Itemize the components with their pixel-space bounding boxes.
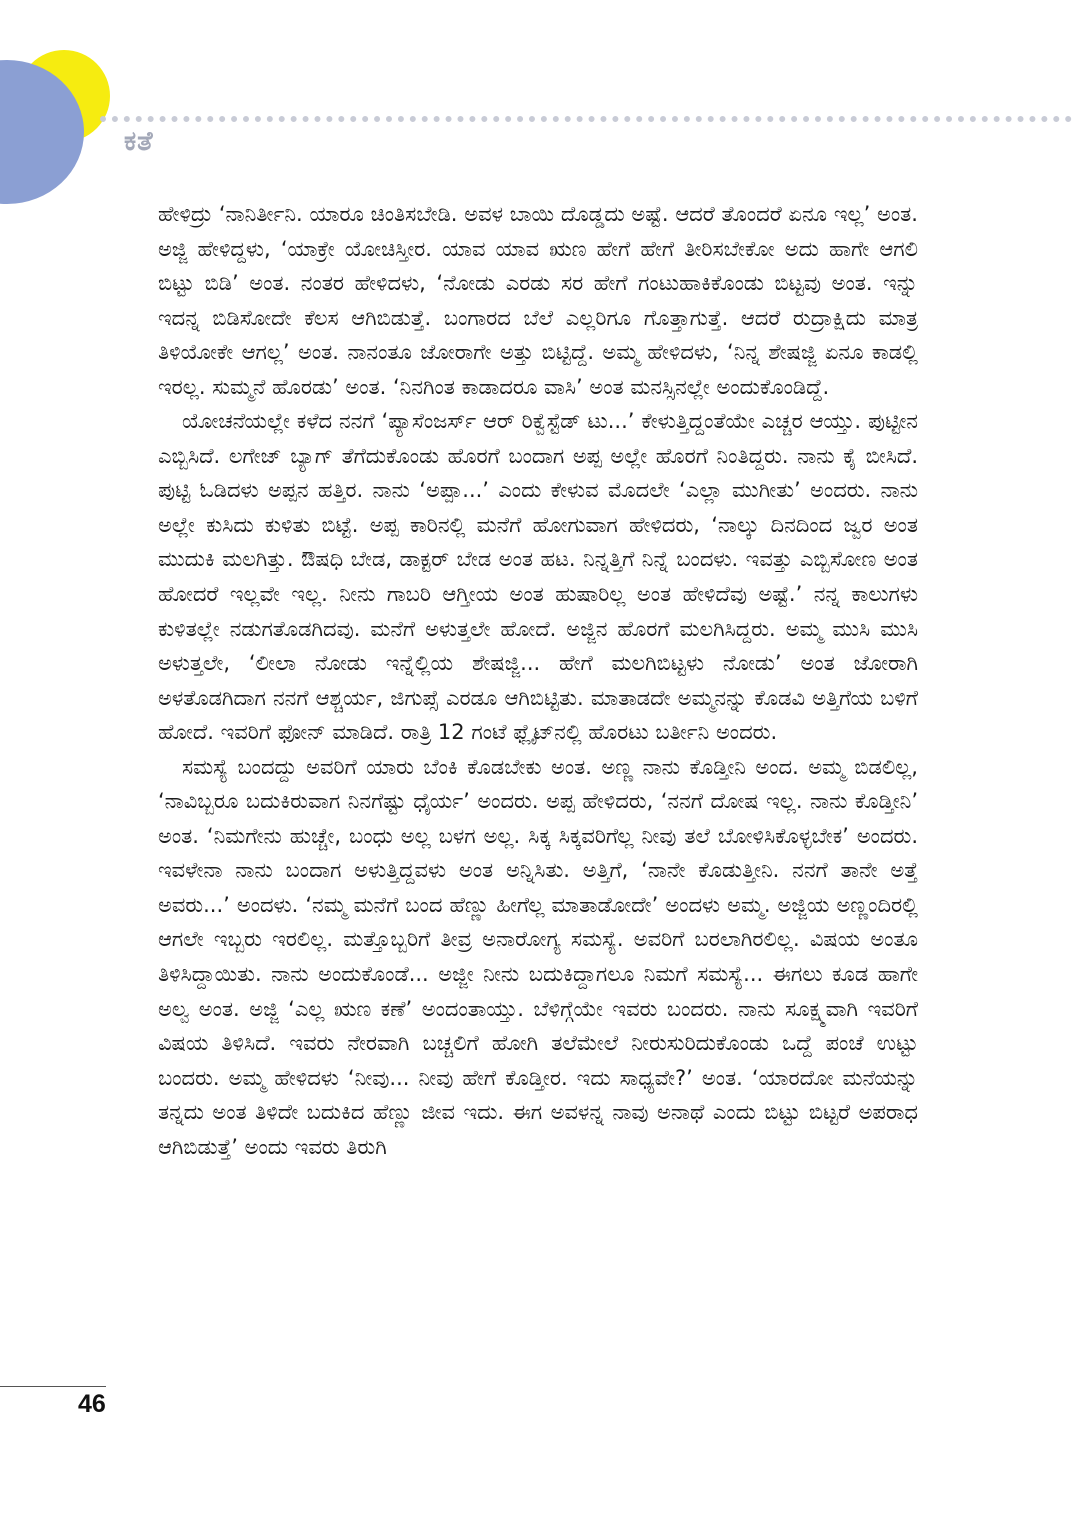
story-paragraph-2: ಯೋಚನೆಯಲ್ಲೇ ಕಳೆದ ನನಗೆ ‘ಪ್ಯಾಸೆಂಜರ್ಸ್ ಆರ್ ರಿಕ್ವೆಸ್ಟೆಡ್ ಟು...’ ಕೇಳುತ್ತಿದ್ದಂತೆಯೇ ಎಚ್ಚರ ಆಯ್ತು. ಪುಟ್ಟೀನ ಎಬ್ಬಿಸಿದೆ. ಲಗೇಜ್ ಬ್ಯಾಗ್ ತೆಗೆದುಕೊಂಡು ಹೊರಗೆ ಬಂದಾಗ ಅಪ್ಪ ಅಲ್ಲೇ ಹೊರಗೆ ನಿಂತಿದ್ದರು. ನಾನು ಕೈ ಬೀಸಿದೆ. ಪುಟ್ಟಿ ಓಡಿದಳು ಅಪ್ಪನ ಹತ್ತಿರ. ನಾನು ‘ಅಪ್ಪಾ...’ ಎಂದು ಕೇಳುವ ಮೊದಲೇ ‘ಎಲ್ಲಾ ಮುಗೀತು’ ಅಂದರು. ನಾನು ಅಲ್ಲೇ ಕುಸಿದು ಕುಳಿತು ಬಿಟ್ಟೆ. ಅಪ್ಪ ಕಾರಿನಲ್ಲಿ ಮನೆಗೆ ಹೋಗುವಾಗ ಹೇಳಿದರು, ‘ನಾಲ್ಕು ದಿನದಿಂದ ಜ್ವರ ಅಂತ ಮುದುಕಿ ಮಲಗಿತ್ತು. ಔಷಧಿ ಬೇಡ, ಡಾಕ್ಟರ್ ಬೇಡ ಅಂತ ಹಟ. ನಿನ್ನತ್ತಿಗೆ ನಿನ್ನೆ ಬಂದಳು. ಇವತ್ತು ಎಬ್ಬಿಸೋಣ ಅಂತ ಹೋದರೆ ಇಲ್ಲವೇ ಇಲ್ಲ. ನೀನು ಗಾಬರಿ ಆಗ್ತೀಯ ಅಂತ ಹುಷಾರಿಲ್ಲ ಅಂತ ಹೇಳಿದೆವು ಅಷ್ಟೆ.’ ನನ್ನ ಕಾಲುಗಳು ಕುಳಿತಲ್ಲೇ ನಡುಗತೊಡಗಿದವು. ಮನೆಗೆ ಅಳುತ್ತಲೇ ಹೋದೆ. ಅಜ್ಜಿನ ಹೊರಗೆ ಮಲಗಿಸಿದ್ದರು. ಅಮ್ಮ ಮುಸಿ ಮುಸಿ ಅಳುತ್ತಲೇ, ‘ಲೀಲಾ ನೋಡು ಇನ್ನೆಲ್ಲಿಯ ಶೇಷಜ್ಜಿ... ಹೇಗೆ ಮಲಗಿಬಿಟ್ಟಳು ನೋಡು’ ಅಂತ ಜೋರಾಗಿ ಅಳತೊಡಗಿದಾಗ ನನಗೆ ಆಶ್ಚರ್ಯ, ಜಿಗುಪ್ಸೆ ಎರಡೂ ಆಗಿಬಿಟ್ಟಿತು. ಮಾತಾಡದೇ ಅಮ್ಮನನ್ನು ಕೊಡವಿ ಅತ್ತಿಗೆಯ ಬಳಿಗೆ ಹೋದೆ. ಇವರಿಗೆ ಫೋನ್ ಮಾಡಿದೆ. ರಾತ್ರಿ 12 ಗಂಟೆ ಫ್ಲೈಟ್‌ನಲ್ಲಿ ಹೊರಟು ಬರ್ತೀನಿ ಅಂದರು. bbox=[158, 409, 918, 745]
section-label: ಕತೆ bbox=[124, 126, 154, 157]
dotted-header-rule bbox=[100, 116, 1072, 122]
footer-rule bbox=[0, 1386, 106, 1387]
page-number: 46 bbox=[78, 1390, 106, 1418]
story-paragraph-3: ಸಮಸ್ಯೆ ಬಂದದ್ದು ಅವರಿಗೆ ಯಾರು ಬೆಂಕಿ ಕೊಡಬೇಕು ಅಂತ. ಅಣ್ಣ ನಾನು ಕೊಡ್ತೀನಿ ಅಂದ. ಅಮ್ಮ ಬಿಡಲಿಲ್ಲ, ‘ನಾವಿಬ್ಬರೂ ಬದುಕಿರುವಾಗ ನಿನಗೆಷ್ಟು ಧೈರ್ಯ’ ಅಂದರು. ಅಪ್ಪ ಹೇಳಿದರು, ‘ನನಗೆ ದೋಷ ಇಲ್ಲ. ನಾನು ಕೊಡ್ತೀನಿ’ ಅಂತ. ‘ನಿಮಗೇನು ಹುಚ್ಚೇ, ಬಂಧು ಅಲ್ಲ ಬಳಗ ಅಲ್ಲ. ಸಿಕ್ಕ ಸಿಕ್ಕವರಿಗೆಲ್ಲ ನೀವು ತಲೆ ಬೋಳಿಸಿಕೊಳ್ಳಬೇಕ’ ಅಂದರು. ಇವಳೇನಾ ನಾನು ಬಂದಾಗ ಅಳುತ್ತಿದ್ದವಳು ಅಂತ ಅನ್ನಿಸಿತು. ಅತ್ತಿಗೆ, ‘ನಾನೇ ಕೊಡುತ್ತೀನಿ. ನನಗೆ ತಾನೇ ಅತ್ತೆ ಅವರು...’ ಅಂದಳು. ‘ನಮ್ಮ ಮನೆಗೆ ಬಂದ ಹೆಣ್ಣು ಹೀಗೆಲ್ಲ ಮಾತಾಡೋದೇ’ ಅಂದಳು ಅಮ್ಮ. ಅಜ್ಜಿಯ ಅಣ್ಣಂದಿರಲ್ಲಿ ಆಗಲೇ ಇಬ್ಬರು ಇರಲಿಲ್ಲ. ಮತ್ತೊಬ್ಬರಿಗೆ ತೀವ್ರ ಅನಾರೋಗ್ಯ ಸಮಸ್ಯೆ. ಅವರಿಗೆ ಬರಲಾಗಿರಲಿಲ್ಲ. ವಿಷಯ ಅಂತೂ ತಿಳಿಸಿದ್ದಾಯಿತು. ನಾನು ಅಂದುಕೊಂಡೆ... ಅಜ್ಜೀ ನೀನು ಬದುಕಿದ್ದಾಗಲೂ ನಿಮಗೆ ಸಮಸ್ಯೆ... ಈಗಲು ಕೂಡ ಹಾಗೇ ಅಲ್ವ ಅಂತ. ಅಜ್ಜಿ ‘ಎಲ್ಲ ಋಣ ಕಣೆ’ ಅಂದಂತಾಯ್ತು. ಬೆಳಿಗ್ಗೆಯೇ ಇವರು ಬಂದರು. ನಾನು ಸೂಕ್ಷ್ಮವಾಗಿ ಇವರಿಗೆ ವಿಷಯ ತಿಳಿಸಿದೆ. ಇವರು ನೇರವಾಗಿ ಬಚ್ಚಲಿಗೆ ಹೋಗಿ ತಲೆಮೇಲೆ ನೀರುಸುರಿದುಕೊಂಡು ಒದ್ದೆ ಪಂಚೆ ಉಟ್ಟು ಬಂದರು. ಅಮ್ಮ ಹೇಳಿದಳು ‘ನೀವು... ನೀವು ಹೇಗೆ ಕೊಡ್ತೀರ. ಇದು ಸಾಧ್ಯವೇ?’ ಅಂತ. ‘ಯಾರದೋ ಮನೆಯನ್ನು ತನ್ನದು ಅಂತ ತಿಳಿದೇ ಬದುಕಿದ ಹೆಣ್ಣು ಜೀವ ಇದು. ಈಗ ಅವಳನ್ನ ನಾವು ಅನಾಥೆ ಎಂದು ಬಿಟ್ಟು ಬಿಟ್ಟರೆ ಅಪರಾಧ ಆಗಿಬಿಡುತ್ತೆ’ ಅಂದು ಇವರು ತಿರುಗಿ bbox=[158, 754, 918, 1159]
story-paragraph-1: ಹೇಳಿದ್ರು ‘ನಾನಿರ್ತೀನಿ. ಯಾರೂ ಚಿಂತಿಸಬೇಡಿ. ಅವಳ ಬಾಯಿ ದೊಡ್ಡದು ಅಷ್ಟೆ. ಆದರೆ ತೊಂದರೆ ಏನೂ ಇಲ್ಲ’ ಅಂತ. ಅಜ್ಜಿ ಹೇಳಿದ್ದಳು, ‘ಯಾಕ್ರೇ ಯೋಚಿಸ್ತೀರ. ಯಾವ ಯಾವ ಋಣ ಹೇಗೆ ಹೇಗೆ ತೀರಿಸಬೇಕೋ ಅದು ಹಾಗೇ ಆಗಲಿ ಬಿಟ್ಟು ಬಿಡಿ’ ಅಂತ. ನಂತರ ಹೇಳಿದಳು, ‘ನೋಡು ಎರಡು ಸರ ಹೇಗೆ ಗಂಟುಹಾಕಿಕೊಂಡು ಬಿಟ್ಟವು ಅಂತ. ಇನ್ನು ಇದನ್ನ ಬಿಡಿಸೋದೇ ಕೆಲಸ ಆಗಿಬಿಡುತ್ತೆ. ಬಂಗಾರದ ಬೆಲೆ ಎಲ್ಲರಿಗೂ ಗೊತ್ತಾಗುತ್ತೆ. ಆದರೆ ರುದ್ರಾಕ್ಷಿದು ಮಾತ್ರ ತಿಳಿಯೋಕೇ ಆಗಲ್ಲ’ ಅಂತ. ನಾನಂತೂ ಜೋರಾಗೇ ಅತ್ತು ಬಿಟ್ಟಿದ್ದೆ. ಅಮ್ಮ ಹೇಳಿದಳು, ‘ನಿನ್ನ ಶೇಷಜ್ಜಿ ಏನೂ ಕಾಡಲ್ಲಿ ಇರಲ್ಲ. ಸುಮ್ಮನೆ ಹೊರಡು’ ಅಂತ. ‘ನಿನಗಿಂತ ಕಾಡಾದರೂ ವಾಸಿ’ ಅಂತ ಮನಸ್ಸಿನಲ್ಲೇ ಅಂದುಕೊಂಡಿದ್ದೆ. bbox=[158, 202, 918, 399]
story-body bbox=[158, 197, 918, 1164]
